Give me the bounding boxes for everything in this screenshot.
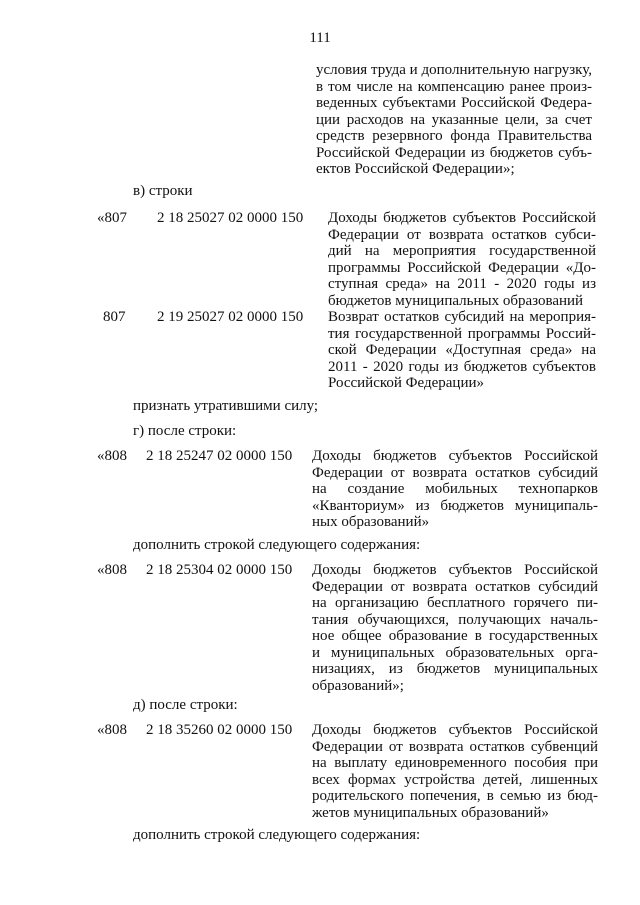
row-admin-code: 807 (103, 309, 126, 325)
row-admin-code: «808 (97, 722, 127, 738)
row-budget-code: 2 18 25247 02 0000 150 (146, 448, 293, 464)
row-admin-code: «807 (97, 210, 127, 226)
row-admin-code: «808 (97, 562, 127, 578)
row-admin-code: «808 (97, 448, 127, 464)
section-g-label: г) после строки: (133, 423, 237, 439)
instruction-text: дополнить строкой следующего содержания: (133, 827, 421, 843)
row-description: Доходы бюджетов субъектов Российской Федерации от возврата остатков субси- дий на мероприятия государственной программы Российской Федерации «До- ступная среда» на 2011 - 2020 годы из бюджетов муниципальных образований (328, 210, 596, 309)
section-v-label: в) строки (133, 183, 193, 199)
document-page: 111 условия труда и дополнительную нагрузку, в том числе на компенсацию ранее произ- веденных субъектами Российской Федера- ции расходов на указанные цели, за счет средств резервного фонда Правительства Российской Федерации из бюджетов субъ- ектов Российской Федерации»; в) строки «807 2 18 25027 02 0000 150 Доходы бюджетов субъектов Российской Федерации от возврата остатков субси- дий на мероприятия государственной программы Российской Федерации «До- ступная среда» на 2011 - 2020 годы из бюджетов муниципальных образований 807 2 19 25027 02 0000 150 Возврат остатков субсидий на мероприя- тия государственной программы Россий- ской Федерации «Доступная среда» на 2011 - 2020 годы из бюджетов субъектов Российской Федерации» признать утратившими силу; г) после строки: «808 2 18 25247 02 0000 150 Доходы бюджетов субъектов Российской Федерации от возврата остатков субсидий на создание мобильных технопарков «Кванториум» из бюджетов муниципаль- ных образований» дополнить строкой следующего содержания: «808 2 18 25304 02 0000 150 Доходы бюджетов субъектов Российской Федерации от возврата остатков субсидий на организацию бесплатного горячего пи- тания обучающихся, получающих началь- ное общее образование в государственных и муниципальных образовательных орга- низациях, из бюджетов муниципальных образований»; д) после строки: «808 2 18 35260 02 0000 150 Доходы бюджетов субъектов Российской Федерации от возврата остатков субвенций на выплату единовременного пособия при всех формах устройства детей, лишенных родительского попечения, в семью из бюд- жетов муниципальных образований» дополнить строкой следующего содержания: (97, 30, 598, 843)
row-budget-code: 2 18 25027 02 0000 150 (157, 210, 304, 226)
instruction-text: дополнить строкой следующего содержания: (133, 537, 421, 553)
continuation-text: условия труда и дополнительную нагрузку, в том числе на компенсацию ранее произ- веденных субъектами Российской Федера- ции расходов на указанные цели, за счет средств резервного фонда Правительства Российской Федерации из бюджетов субъ- ектов Российской Федерации»; (316, 62, 592, 177)
row-description: Доходы бюджетов субъектов Российской Федерации от возврата остатков субвенций на выплату единовременного пособия при всех формах устройства детей, лишенных родительского попечения, в семью из бюд- жетов муниципальных образований» (312, 722, 598, 821)
row-description: Возврат остатков субсидий на мероприя- тия государственной программы Россий- ской Федерации «Доступная среда» на 2011 - 2020 годы из бюджетов субъектов Российской Федерации» (328, 309, 596, 391)
section-d-label: д) после строки: (133, 697, 238, 713)
row-budget-code: 2 18 35260 02 0000 150 (146, 722, 293, 738)
row-budget-code: 2 19 25027 02 0000 150 (157, 309, 304, 325)
instruction-text: признать утратившими силу; (133, 398, 319, 414)
row-description: Доходы бюджетов субъектов Российской Федерации от возврата остатков субсидий на организацию бесплатного горячего пи- тания обучающихся, получающих началь- ное общее образование в государственных и муниципальных образовательных орга- низациях, из бюджетов муниципальных образований»; (312, 562, 598, 694)
row-budget-code: 2 18 25304 02 0000 150 (146, 562, 293, 578)
row-description: Доходы бюджетов субъектов Российской Федерации от возврата остатков субсидий на создание мобильных технопарков «Кванториум» из бюджетов муниципаль- ных образований» (312, 448, 598, 530)
